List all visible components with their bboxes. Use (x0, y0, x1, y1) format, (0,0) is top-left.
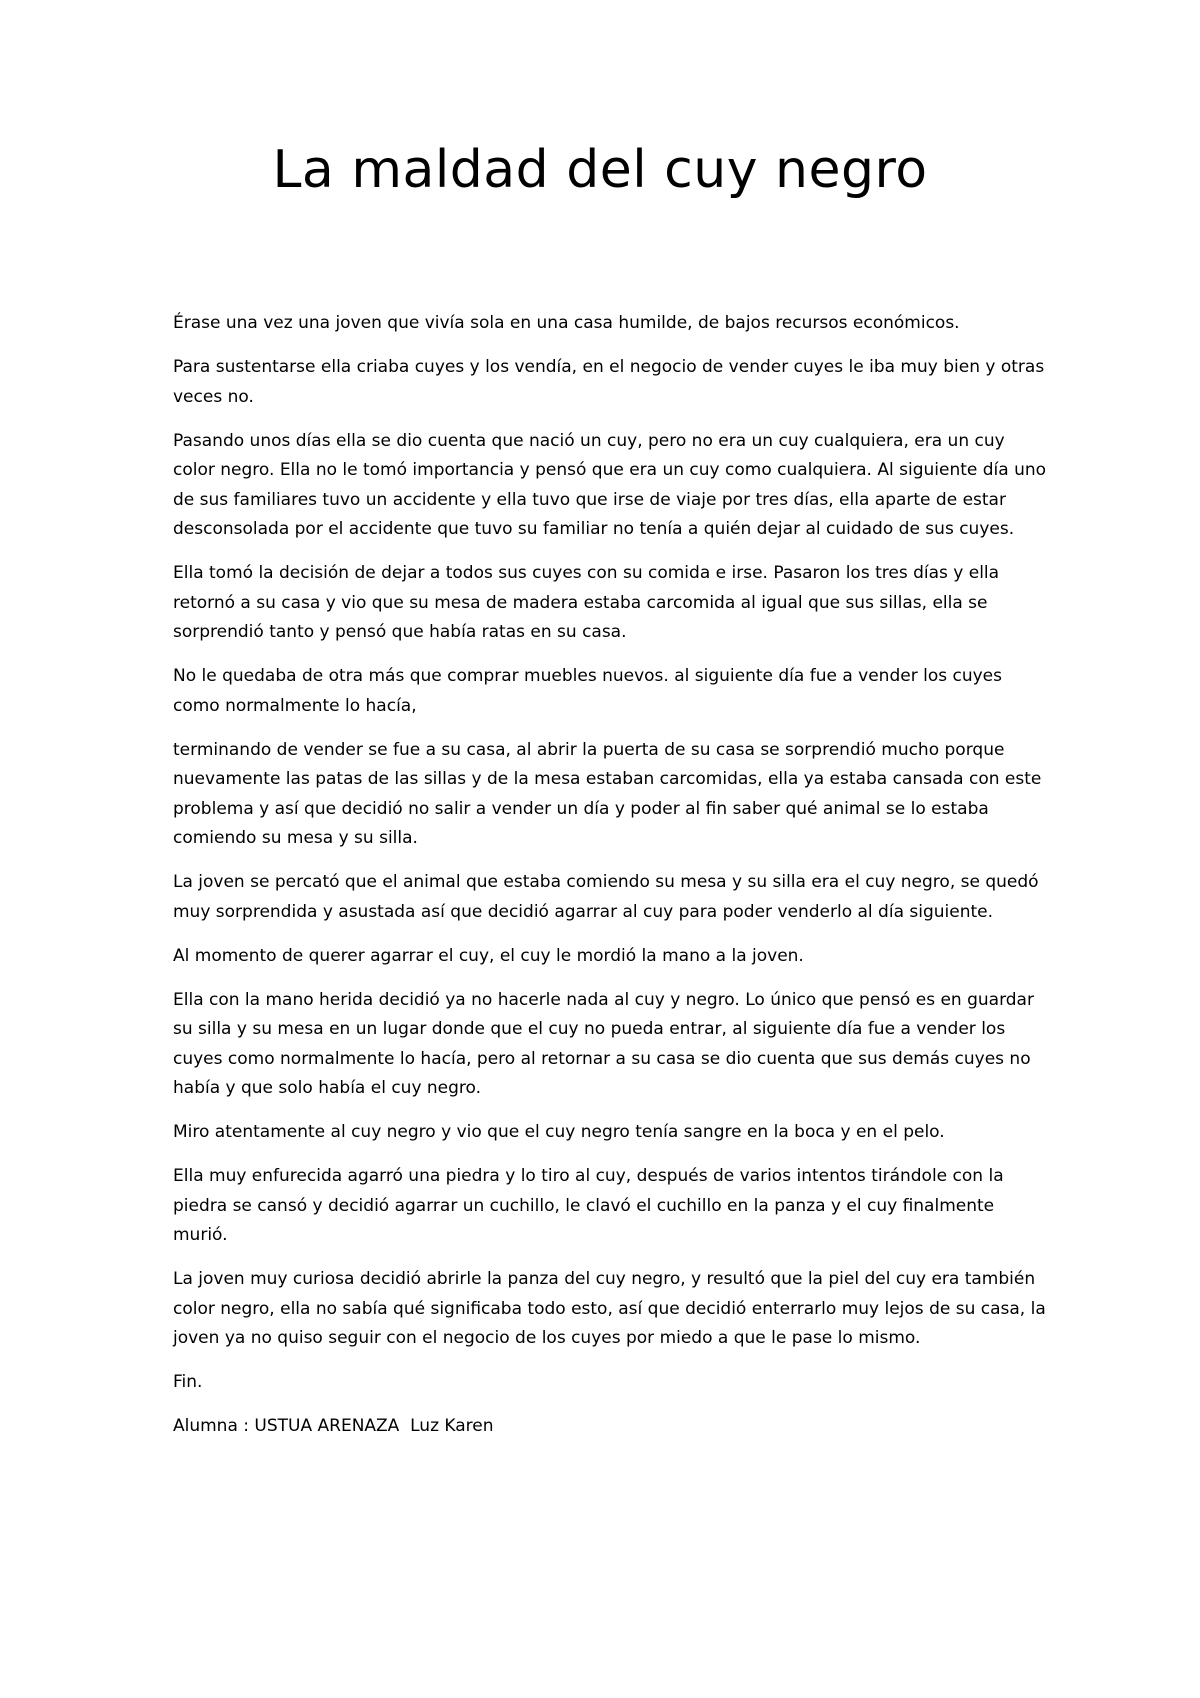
paragraph-11: Ella muy enfurecida agarró una piedra y lo tiro al cuy, después de varios intentos tirándole con la piedra se cansó y decidió agarrar un cuchillo, le clavó el cuchillo en la panza y el cuy finalmente murió. (173, 1166, 1004, 1245)
document-title: La maldad del cuy negro (272, 140, 928, 200)
closing-text: Fin. (173, 1372, 203, 1392)
paragraph-6: terminando de vender se fue a su casa, al abrir la puerta de su casa se sorprendió mucho porque nuevamente las patas de las sillas y de la mesa estaban carcomidas, ella ya estaba cansada con este problema y así que decidió no salir a vender un día y poder al fin saber qué animal se lo estaba comiendo su mesa y su silla. (173, 739, 1042, 848)
paragraph-12: La joven muy curiosa decidió abrirle la panza del cuy negro, y resultó que la piel del cuy era también color negro, ella no sabía qué significaba todo esto, así que decidió enterrarlo muy lejos de su casa, la joven ya no quiso seguir con el negocio de los cuyes por miedo a que le pase lo mismo. (173, 1269, 1046, 1348)
paragraph-9: Ella con la mano herida decidió ya no hacerle nada al cuy y negro. Lo único que pensó es en guardar su silla y su mesa en un lugar donde que el cuy no pueda entrar, al siguiente día fue a vender los cuyes como normalmente lo hacía, pero al retornar a su casa se dio cuenta que sus demás cuyes no había y que solo había el cuy negro. (173, 989, 1034, 1098)
paragraph-7: La joven se percató que el animal que estaba comiendo su mesa y su silla era el cuy negro, se quedó muy sorprendida y asustada así que decidió agarrar al cuy para poder venderlo al día siguiente. (173, 872, 1039, 922)
paragraph-8: Al momento de querer agarrar el cuy, el cuy le mordió la mano a la joven. (173, 945, 804, 966)
paragraph-1: Érase una vez una joven que vivía sola en una casa humilde, de bajos recursos económicos. (173, 313, 960, 333)
paragraph-10: Miro atentamente al cuy negro y vio que el cuy negro tenía sangre en la boca y en el pelo. (173, 1122, 945, 1142)
document-body (173, 309, 1048, 1456)
paragraph-4: Ella tomó la decisión de dejar a todos sus cuyes con su comida e irse. Pasaron los tres días y ella retornó a su casa y vio que su mesa de madera estaba carcomida al igual que sus sillas, ella se sorprendió tanto y pensó que había ratas en su casa. (173, 563, 1000, 642)
paragraph-3: Pasando unos días ella se dio cuenta que nació un cuy, pero no era un cuy cualquiera, era un cuy color negro. Ella no le tomó importancia y pensó que era un cuy como cualquiera. Al siguiente día uno de sus familiares tuvo un accidente y ella tuvo que irse de viaje por tres días, ella aparte de estar desconsolada por el accidente que tuvo su familiar no tenía a quién dejar al cuidado de sus cuyes. (173, 430, 1047, 539)
paragraph-2: Para sustentarse ella criaba cuyes y los vendía, en el negocio de vender cuyes le iba muy bien y otras veces no. (173, 357, 1045, 407)
author-line: Alumna : USTUA ARENAZA Luz Karen (173, 1416, 494, 1436)
paragraph-5: No le quedaba de otra más que comprar muebles nuevos. al siguiente día fue a vender los cuyes como normalmente lo hacía, (173, 666, 1002, 716)
